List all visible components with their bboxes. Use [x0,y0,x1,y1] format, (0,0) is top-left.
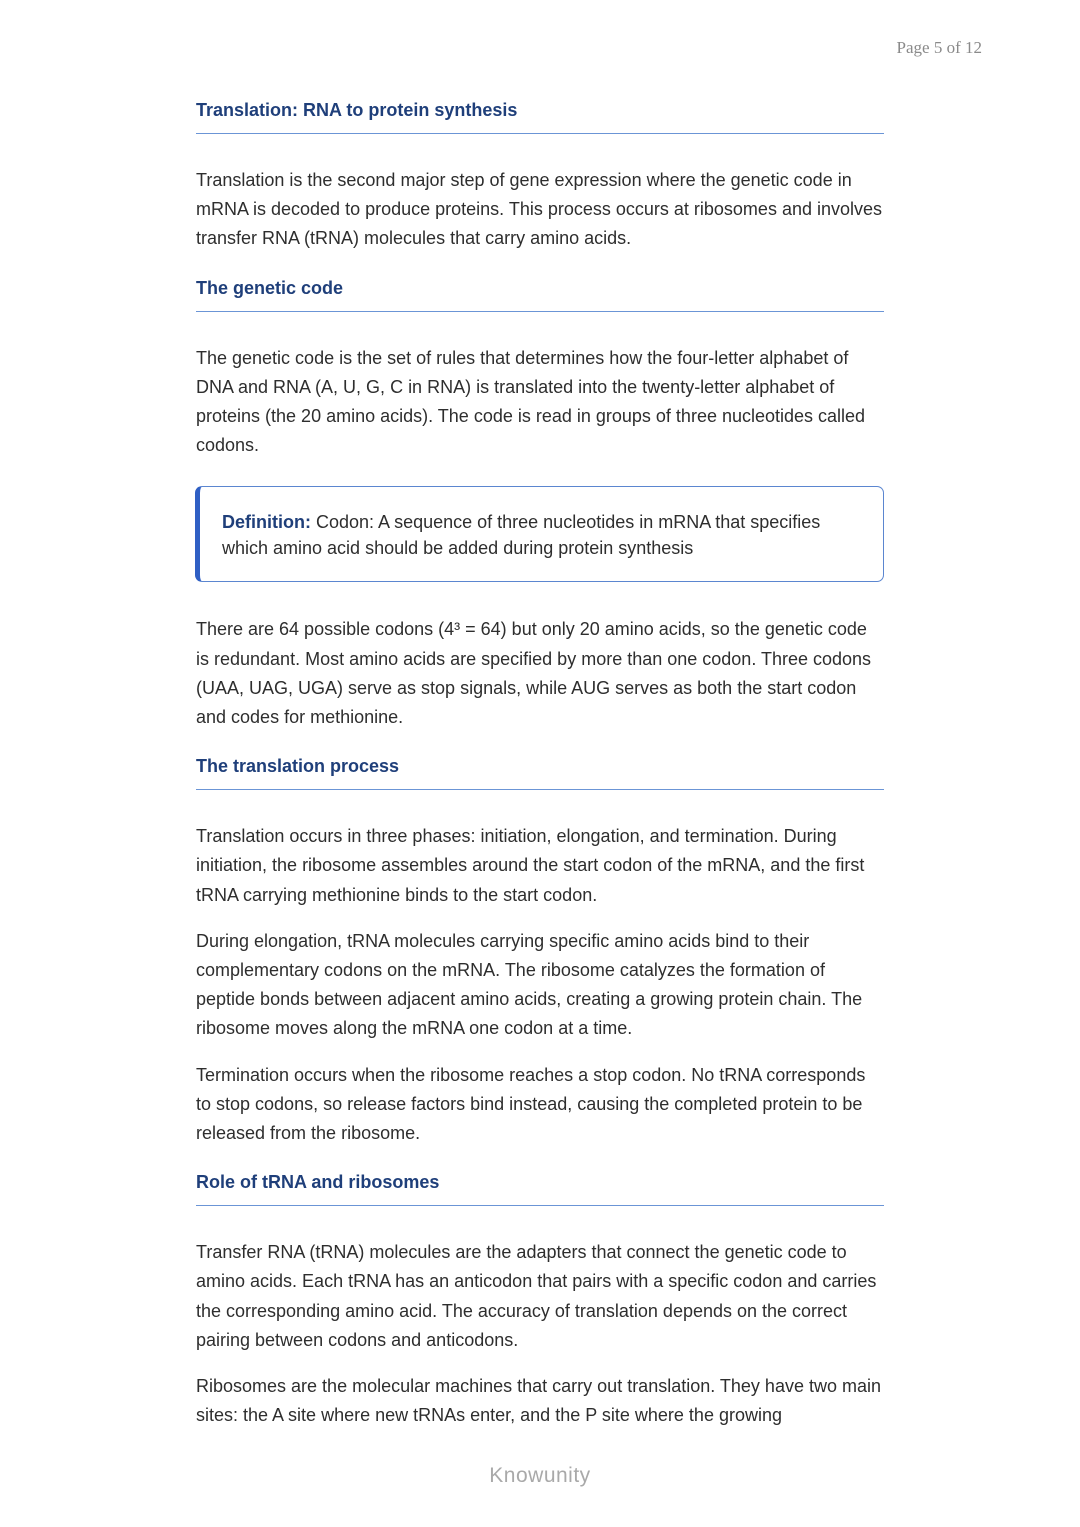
section-heading-translation-process: The translation process [196,754,884,790]
paragraph: The genetic code is the set of rules that determines how the four-letter alphabet of DNA and RNA (A, U, G, C in RNA) is translated into the twenty-letter alphabet of proteins (the 20 amino acids). The code is read in groups of three nucleotides called codons. [196,347,866,456]
definition-callout [195,486,884,582]
paragraph: Translation is the second major step of gene expression where the genetic code in mRNA is decoded to produce proteins. This process occurs at ribosomes and involves transfer RNA (tRNA) molecules that carry amino acids. [196,170,883,249]
paragraph: Translation occurs in three phases: initiation, elongation, and termination. During initiation, the ribosome assembles around the start codon of the mRNA, and the first tRNA carrying methionine binds to the start codon. [196,826,865,905]
page-number: Page 5 of 12 [896,38,982,57]
section-heading-trna-ribosomes: Role of tRNA and ribosomes [196,1170,884,1206]
paragraph: Ribosomes are the molecular machines that carry out translation. They have two main sites: the A site where new tRNAs enter, and the P site where the growing [196,1376,881,1426]
paragraph: Transfer RNA (tRNA) molecules are the adapters that connect the genetic code to amino acids. Each tRNA has an anticodon that pairs with a specific codon and carries the corresponding amino acid. The accuracy of translation depends on the correct pairing between codons and anticodons. [196,1242,877,1350]
section-heading-translation: Translation: RNA to protein synthesis [196,98,884,134]
paragraph: During elongation, tRNA molecules carrying specific amino acids bind to their complementary codons on the mRNA. The ribosome catalyzes the formation of peptide bonds between adjacent amino acids, creating a growing protein chain. The ribosome moves along the mRNA one codon at a time. [196,930,863,1039]
document-body [196,98,884,1447]
footer-brand-logo: Knowunity [489,1464,591,1487]
section-heading-genetic-code: The genetic code [196,276,884,312]
paragraph: There are 64 possible codons (4³ = 64) but only 20 amino acids, so the genetic code is redundant. Most amino acids are specified by more than one codon. Three codons (UAA, UAG, UGA) serve as stop signals, while AUG serves as both the start codon and codes for methionine. [196,619,872,728]
paragraph: Termination occurs when the ribosome reaches a stop codon. No tRNA corresponds to stop codons, so release factors bind instead, causing the completed protein to be released from the ribosome. [196,1064,866,1144]
definition-label: Definition: [222,512,311,533]
definition-text: Codon: A sequence of three nucleotides in mRNA that specifies which amino acid should be added during protein synthesis [222,512,821,559]
